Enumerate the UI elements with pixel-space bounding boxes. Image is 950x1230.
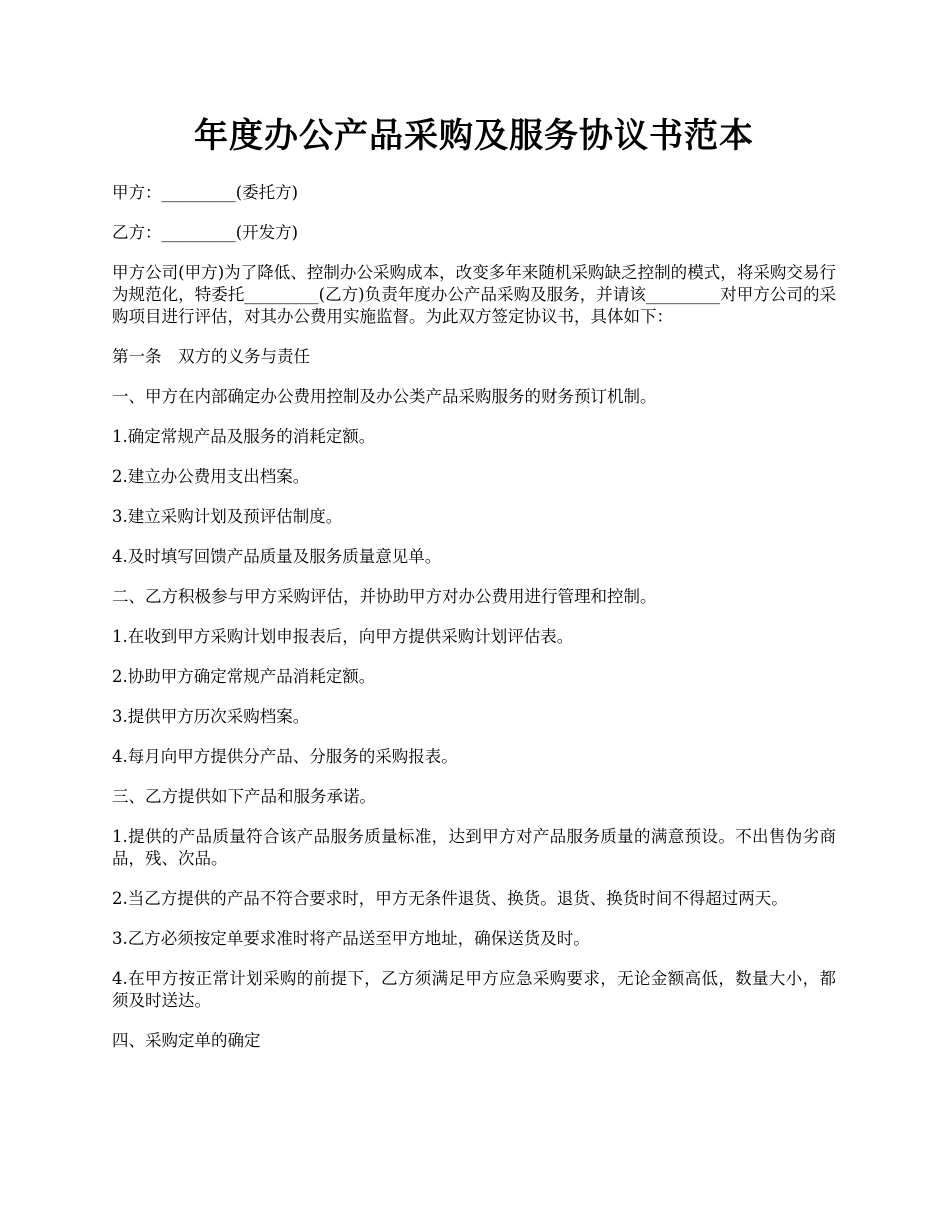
section-2-item-1: 1.在收到甲方采购计划申报表后，向甲方提供采购计划评估表。 [112, 627, 574, 646]
preamble-paragraph: 甲方公司(甲方)为了降低、控制办公采购成本，改变多年来随机采购缺乏控制的模式，将采购交易行为规范化，特委托_________(乙方)负责年度办公产品采购及服务，并请该_________对甲方公司的采购项目进行评估，对其办公费用实施监督。为此双方签定协议书，具体如下： [112, 263, 836, 326]
section-1-item-3: 3.建立采购计划及预评估制度。 [112, 507, 343, 526]
section-4-heading: 四、采购定单的确定 [112, 1031, 261, 1050]
document-page [112, 112, 836, 1052]
section-3-item-3: 3.乙方必须按定单要求准时将产品送至甲方地址，确保送货及时。 [112, 929, 590, 948]
section-2-item-3: 3.提供甲方历次采购档案。 [112, 707, 310, 726]
section-3-item-2: 2.当乙方提供的产品不符合要求时，甲方无条件退货、换货。退货、换货时间不得超过两天。 [112, 889, 788, 908]
section-1-item-1: 1.确定常规产品及服务的消耗定额。 [112, 427, 376, 446]
section-2-item-4: 4.每月向甲方提供分产品、分服务的采购报表。 [112, 747, 458, 766]
section-1-item-4: 4.及时填写回馈产品质量及服务质量意见单。 [112, 547, 442, 566]
party-a-line: 甲方：_________(委托方) [112, 183, 299, 202]
section-3-heading: 三、乙方提供如下产品和服务承诺。 [112, 787, 376, 806]
section-1-heading: 一、甲方在内部确定办公费用控制及办公类产品采购服务的财务预订机制。 [112, 387, 657, 406]
section-2-heading: 二、乙方积极参与甲方采购评估，并协助甲方对办公费用进行管理和控制。 [112, 587, 657, 606]
section-3-item-4: 4.在甲方按正常计划采购的前提下，乙方须满足甲方应急采购要求，无论金额高低，数量大小，都须及时送达。 [112, 969, 836, 1010]
article-1-heading: 第一条 双方的义务与责任 [112, 347, 310, 366]
document-title: 年度办公产品采购及服务协议书范本 [194, 116, 754, 156]
party-b-line: 乙方：_________(开发方) [112, 223, 299, 242]
section-1-item-2: 2.建立办公费用支出档案。 [112, 467, 310, 486]
section-2-item-2: 2.协助甲方确定常规产品消耗定额。 [112, 667, 376, 686]
section-3-item-1: 1.提供的产品质量符合该产品服务质量标准，达到甲方对产品服务质量的满意预设。不出售伪劣商品，残、次品。 [112, 827, 836, 868]
